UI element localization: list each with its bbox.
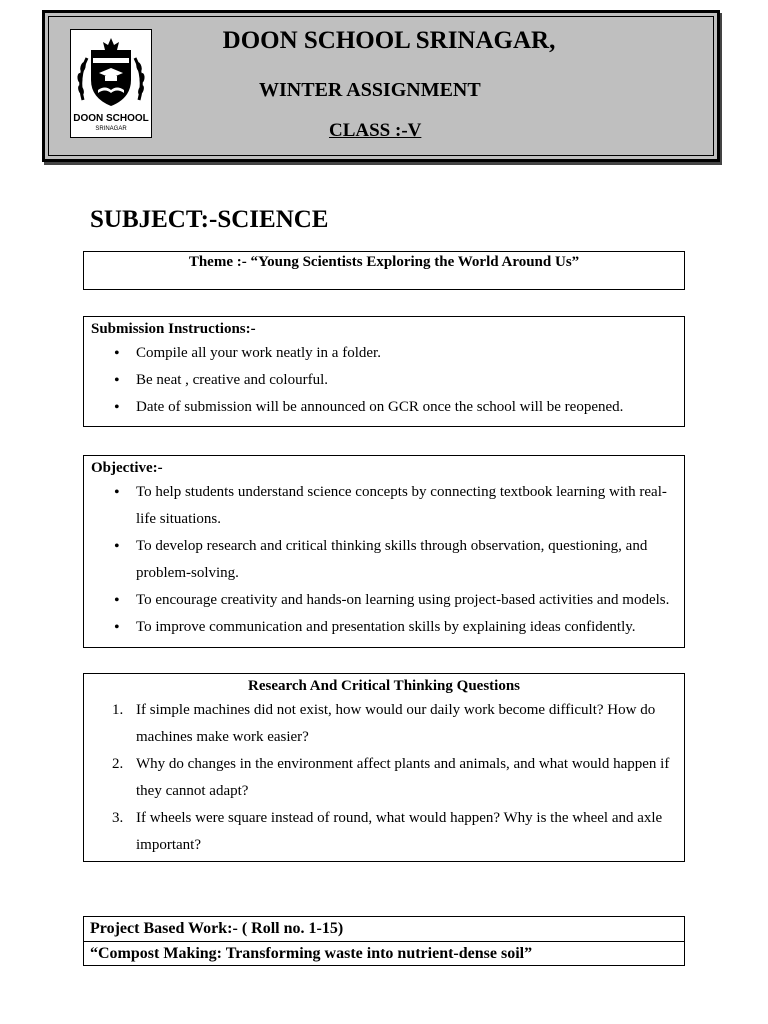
project-heading: Project Based Work:- ( Roll no. 1-15) <box>90 920 344 937</box>
research-title: Research And Critical Thinking Questions <box>248 678 520 694</box>
question-text: Why do changes in the environment affect plants and animals, and what would happen if they cannot adapt? <box>136 756 670 799</box>
list-item: • Be neat , creative and colourful. <box>84 367 684 394</box>
submission-title: Submission Instructions:- <box>91 321 256 337</box>
submission-instructions-box <box>83 316 685 427</box>
list-item: • To improve communication and presentation skills by explaining ideas confidently. <box>84 614 684 641</box>
research-list <box>84 697 684 859</box>
logo-school-name: DOON SCHOOL <box>73 113 149 124</box>
list-item: • To help students understand science concepts by connecting textbook learning with real-life situations. <box>84 479 684 533</box>
objective-list <box>84 479 684 641</box>
list-number: 1. <box>112 702 124 718</box>
assignment-title: WINTER ASSIGNMENT <box>259 79 481 101</box>
list-item: • To develop research and critical thinking skills through observation, questioning, and problem-solving. <box>84 533 684 587</box>
list-number: 2. <box>112 756 124 772</box>
subject-heading: SUBJECT:-SCIENCE <box>90 206 329 233</box>
logo-text <box>71 114 151 124</box>
research-questions-box <box>83 673 685 862</box>
submission-list <box>84 340 684 421</box>
school-name: DOON SCHOOL SRINAGAR, <box>222 27 556 54</box>
logo-subtext: SRINAGAR <box>95 126 127 132</box>
objective-title: Objective:- <box>91 460 163 476</box>
list-number: 3. <box>112 810 124 826</box>
project-work-box <box>83 916 685 966</box>
header-banner <box>42 10 720 162</box>
list-item <box>84 805 684 859</box>
project-title: “Compost Making: Transforming waste into nutrient-dense soil” <box>84 941 684 966</box>
theme-box <box>83 251 685 290</box>
theme-text: Theme :- “Young Scientists Exploring the World Around Us” <box>188 254 580 270</box>
list-item: • Date of submission will be announced on GCR once the school will be reopened. <box>84 394 684 421</box>
list-item <box>84 751 684 805</box>
list-item: • To encourage creativity and hands-on learning using project-based activities and models. <box>84 587 684 614</box>
list-item <box>84 697 684 751</box>
question-text: If wheels were square instead of round, what would happen? Why is the wheel and axle important? <box>136 810 663 853</box>
class-label: CLASS :-V <box>329 120 422 141</box>
question-text: If simple machines did not exist, how would our daily work become difficult? How do machines make work easier? <box>136 702 656 745</box>
objective-box <box>83 455 685 648</box>
list-item: • Compile all your work neatly in a folder. <box>84 340 684 367</box>
